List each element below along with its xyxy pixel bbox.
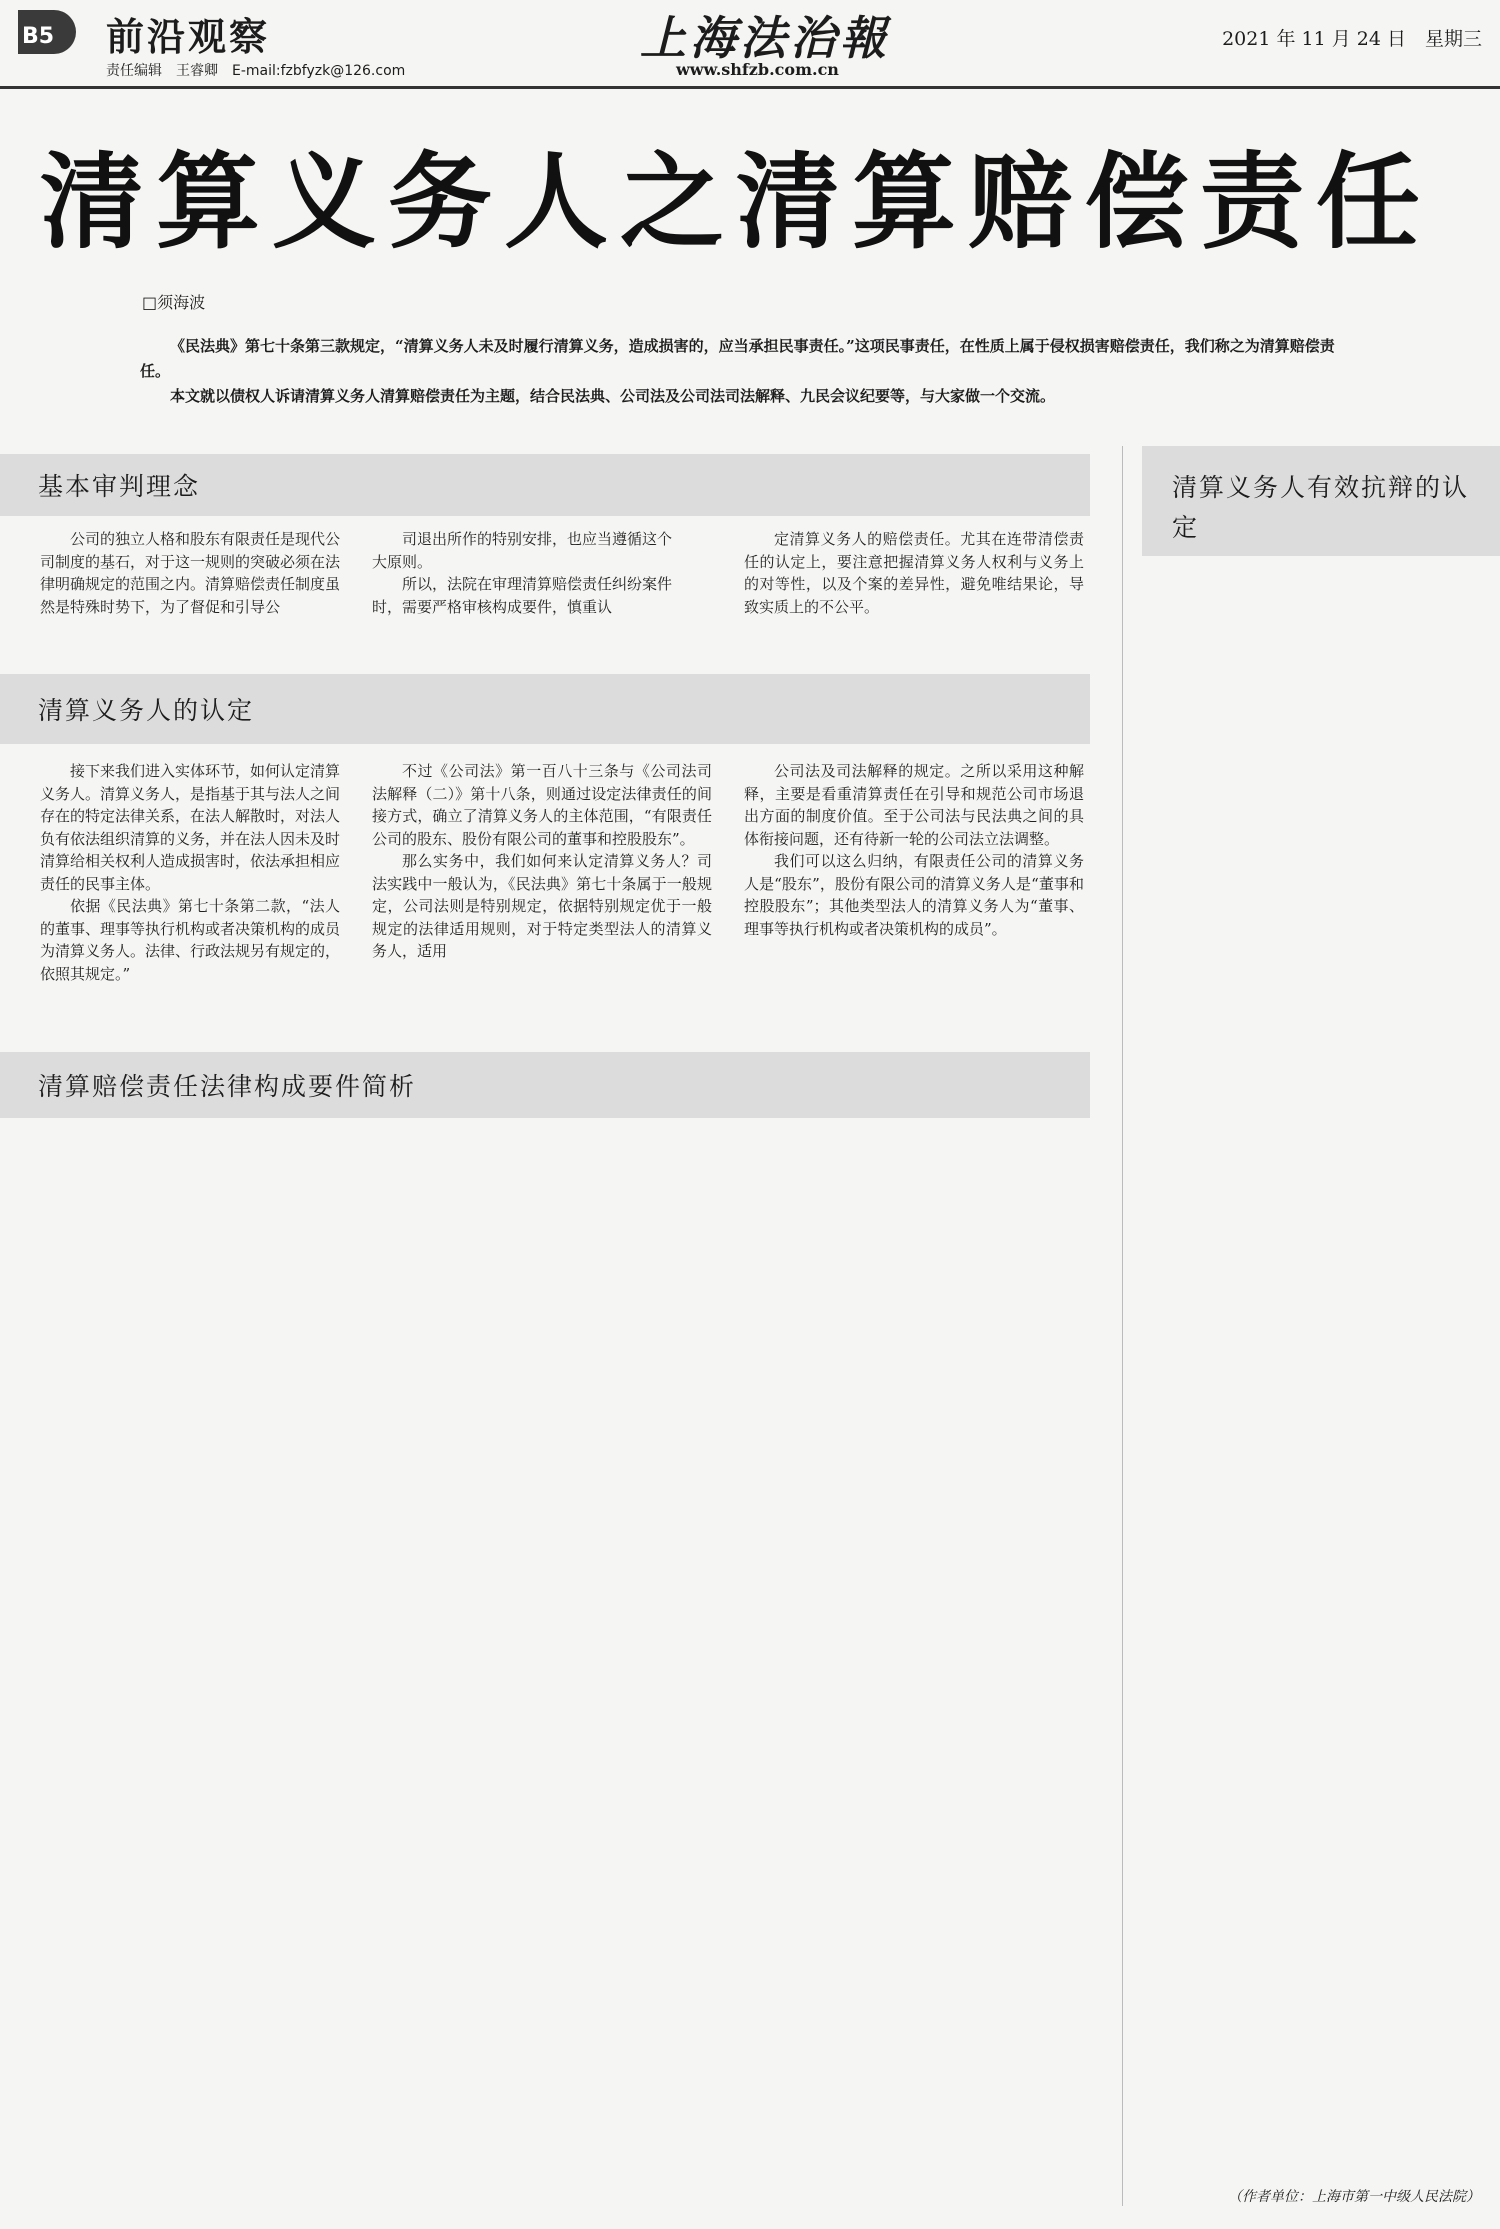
- article-lead: [140, 334, 1350, 409]
- newspaper-logo: 上海法治報: [640, 11, 890, 65]
- paragraph: 公司的独立人格和股东有限责任是现代公司制度的基石，对于这一规则的突破必须在法律明确规定的范围之内。清算赔偿责任制度虽然是特殊时势下，为了督促和引导公: [40, 530, 340, 616]
- section-column: [372, 760, 712, 1000]
- page-header: [0, 0, 1500, 88]
- page-badge: [18, 10, 76, 54]
- header-divider: [0, 86, 1500, 89]
- section-column: [744, 528, 1084, 623]
- paragraph: 依据《民法典》第七十条第二款，“法人的董事、理事等执行机构或者决策机构的成员为清算义务人。法律、行政法规另有规定的，依照其规定。”: [40, 897, 340, 983]
- paragraph: 接下来我们进入实体环节，如何认定清算义务人。清算义务人，是指基于其与法人之间存在的特定法律关系，在法人解散时，对法人负有依法组织清算的义务，并在法人因未及时清算给相关权利人造成损害时，依法承担相应责任的民事主体。: [40, 762, 340, 893]
- article-title: 清算义务人之清算赔偿责任: [40, 141, 1433, 263]
- article-author: □须海波: [142, 293, 206, 312]
- paragraph: 那么实务中，我们如何来认定清算义务人？司法实践中一般认为，《民法典》第七十条属于一般规定，公司法则是特别规定，依据特别规定优于一般规定的法律适用规则，对于特定类型法人的清算义务人，适用: [372, 852, 712, 960]
- author-affiliation: （作者单位：上海市第一中级人民法院）: [1228, 2189, 1480, 2205]
- section-name: 前沿观察: [106, 15, 271, 59]
- paragraph: 我们可以这么归纳，有限责任公司的清算义务人是“股东”，股份有限公司的清算义务人是“董事和控股股东”；其他类型法人的清算义务人为“董事、理事等执行机构或者决策机构的成员”。: [744, 852, 1084, 938]
- section-column: [372, 528, 672, 623]
- paragraph: 不过《公司法》第一百八十三条与《公司法司法解释（二）》第十八条，则通过设定法律责任的间接方式，确立了清算义务人的主体范围，“有限责任公司的股东、股份有限公司的董事和控股股东”。: [372, 762, 712, 848]
- section-column: [40, 528, 340, 623]
- sidebar-divider: [1122, 446, 1123, 2206]
- section-heading-identification: 清算义务人的认定: [0, 674, 1090, 744]
- editor-line: 责任编辑 王睿卿 E-mail:fzbfyzk@126.com: [106, 63, 406, 79]
- paragraph: 公司法及司法解释的规定。之所以采用这种解释，主要是看重清算责任在引导和规范公司市场退出方面的制度价值。至于公司法与民法典之间的具体衔接问题，还有待新一轮的公司法立法调整。: [744, 762, 1084, 848]
- paragraph: 所以，法院在审理清算赔偿责任纠纷案件时，需要严格审核构成要件，慎重认: [372, 575, 672, 616]
- lead-paragraph: 本文就以债权人诉请清算义务人清算赔偿责任为主题，结合民法典、公司法及公司法司法解释、九民会议纪要等，与大家做一个交流。: [170, 387, 1056, 405]
- lead-paragraph: 《民法典》第七十条第三款规定，“清算义务人未及时履行清算义务，造成损害的，应当承担民事责任。”这项民事责任，在性质上属于侵权损害赔偿责任，我们称之为清算赔偿责任。: [140, 337, 1335, 380]
- paragraph: 司退出所作的特别安排，也应当遵循这个大原则。: [372, 530, 672, 571]
- paragraph: 定清算义务人的赔偿责任。尤其在连带清偿责任的认定上，要注意把握清算义务人权利与义务上的对等性，以及个案的差异性，避免唯结果论，导致实质上的不公平。: [744, 530, 1084, 616]
- section-column: [40, 760, 340, 1000]
- section-heading-elements: 清算赔偿责任法律构成要件简析: [0, 1052, 1090, 1118]
- newspaper-url[interactable]: www.shfzb.com.cn: [676, 60, 839, 79]
- section-column: [744, 760, 1084, 1000]
- issue-date: 2021 年 11 月 24 日 星期三: [1222, 28, 1482, 50]
- section-heading-principles: 基本审判理念: [0, 454, 1090, 516]
- badge-letter: B: [22, 24, 39, 49]
- sidebar-heading: 清算义务人有效抗辩的认定: [1142, 446, 1500, 556]
- badge-number: 5: [38, 24, 55, 49]
